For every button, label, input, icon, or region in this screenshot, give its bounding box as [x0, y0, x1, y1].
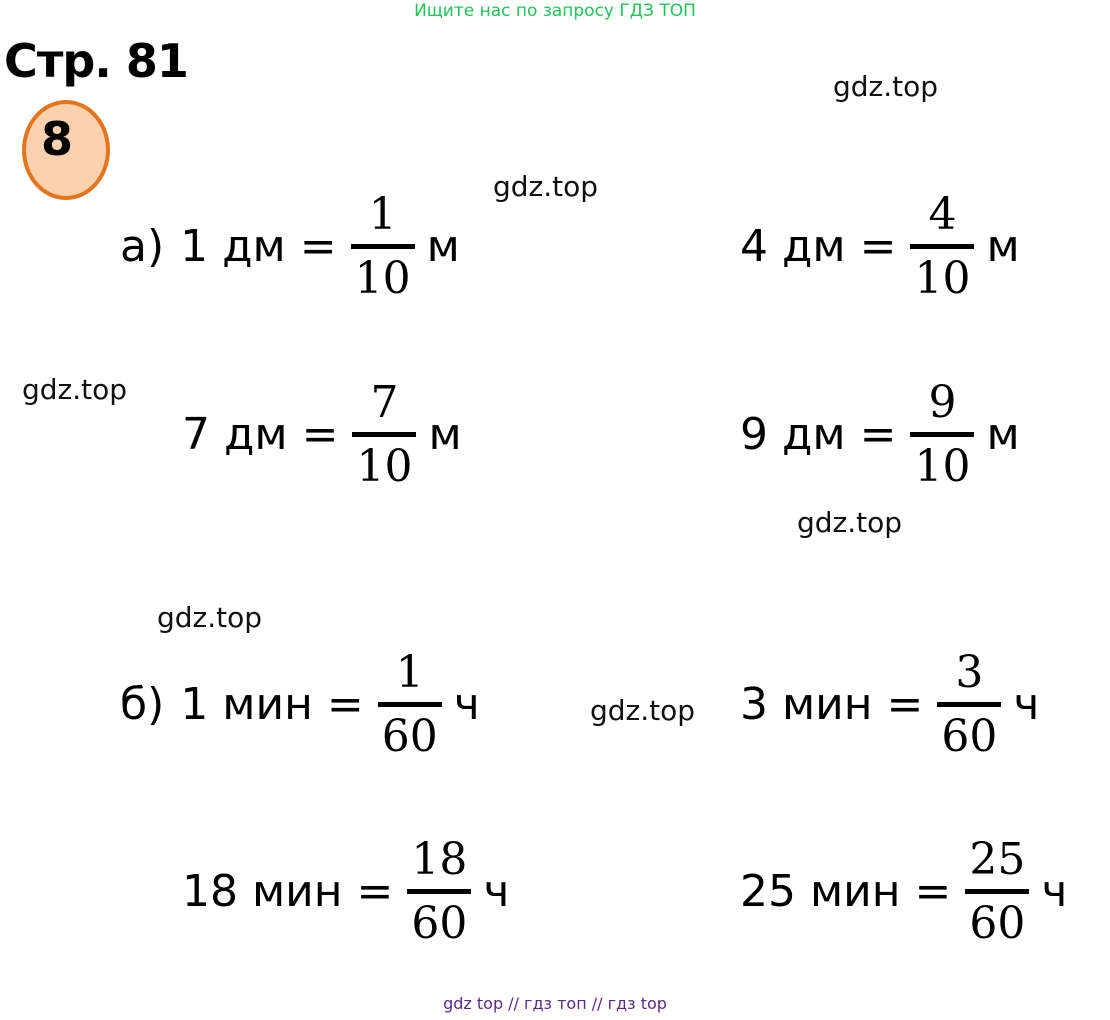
equation-lhs: 9 дм =	[740, 409, 897, 460]
equation-unit: м	[986, 409, 1020, 460]
fraction-denominator: 10	[354, 253, 411, 304]
footer-watermark: gdz top // гдз топ // гдз top	[443, 994, 667, 1013]
fraction-denominator: 60	[969, 898, 1026, 949]
equation-b-2	[740, 647, 1040, 762]
fraction	[910, 377, 974, 492]
fraction-numerator: 1	[368, 189, 397, 240]
fraction-denominator: 60	[941, 711, 998, 762]
fraction-denominator: 10	[914, 441, 971, 492]
part-marker: б)	[120, 679, 165, 730]
equation-unit: м	[986, 221, 1020, 272]
fraction	[965, 834, 1029, 949]
fraction	[351, 189, 415, 304]
equation-a-2	[740, 189, 1020, 304]
equation-a-4	[740, 377, 1020, 492]
equation-unit: м	[428, 409, 462, 460]
page-title: Стр. 81	[4, 34, 188, 88]
equation-a-3	[182, 377, 462, 492]
equation-lhs: 1 дм =	[180, 221, 337, 272]
equation-a-1	[120, 189, 460, 304]
equation-lhs: 18 мин =	[182, 866, 394, 917]
watermark: gdz.top	[157, 601, 263, 634]
equation-b-3	[182, 834, 510, 949]
equation-b-1	[120, 647, 480, 762]
fraction	[378, 647, 442, 762]
fraction-numerator: 7	[370, 377, 399, 428]
fraction-denominator: 10	[356, 441, 413, 492]
fraction-denominator: 60	[411, 898, 468, 949]
equation-unit: ч	[1041, 866, 1068, 917]
fraction-numerator: 1	[395, 647, 424, 698]
watermark: gdz.top	[22, 373, 128, 406]
part-marker: а)	[120, 221, 165, 272]
fraction-denominator: 60	[381, 711, 438, 762]
watermark: gdz.top	[590, 694, 696, 727]
equation-lhs: 4 дм =	[740, 221, 897, 272]
equation-lhs: 1 мин =	[180, 679, 364, 730]
fraction-denominator: 10	[914, 253, 971, 304]
equation-lhs: 25 мин =	[740, 866, 952, 917]
equation-unit: м	[426, 221, 460, 272]
watermark: gdz.top	[797, 506, 903, 539]
equation-lhs: 7 дм =	[182, 409, 339, 460]
watermark: gdz.top	[833, 70, 939, 103]
equation-b-4	[740, 834, 1068, 949]
equation-unit: ч	[1013, 679, 1040, 730]
equation-unit: ч	[453, 679, 480, 730]
equation-lhs: 3 мин =	[740, 679, 924, 730]
watermark: gdz.top	[493, 170, 599, 203]
fraction	[407, 834, 471, 949]
fraction-numerator: 9	[928, 377, 957, 428]
fraction-numerator: 18	[411, 834, 468, 885]
task-number: 8	[40, 112, 73, 166]
fraction-numerator: 3	[955, 647, 984, 698]
fraction-numerator: 4	[928, 189, 957, 240]
search-banner: Ищите нас по запросу ГДЗ ТОП	[414, 1, 696, 21]
equation-unit: ч	[483, 866, 510, 917]
fraction-numerator: 25	[969, 834, 1026, 885]
fraction	[937, 647, 1001, 762]
fraction	[352, 377, 416, 492]
fraction	[910, 189, 974, 304]
